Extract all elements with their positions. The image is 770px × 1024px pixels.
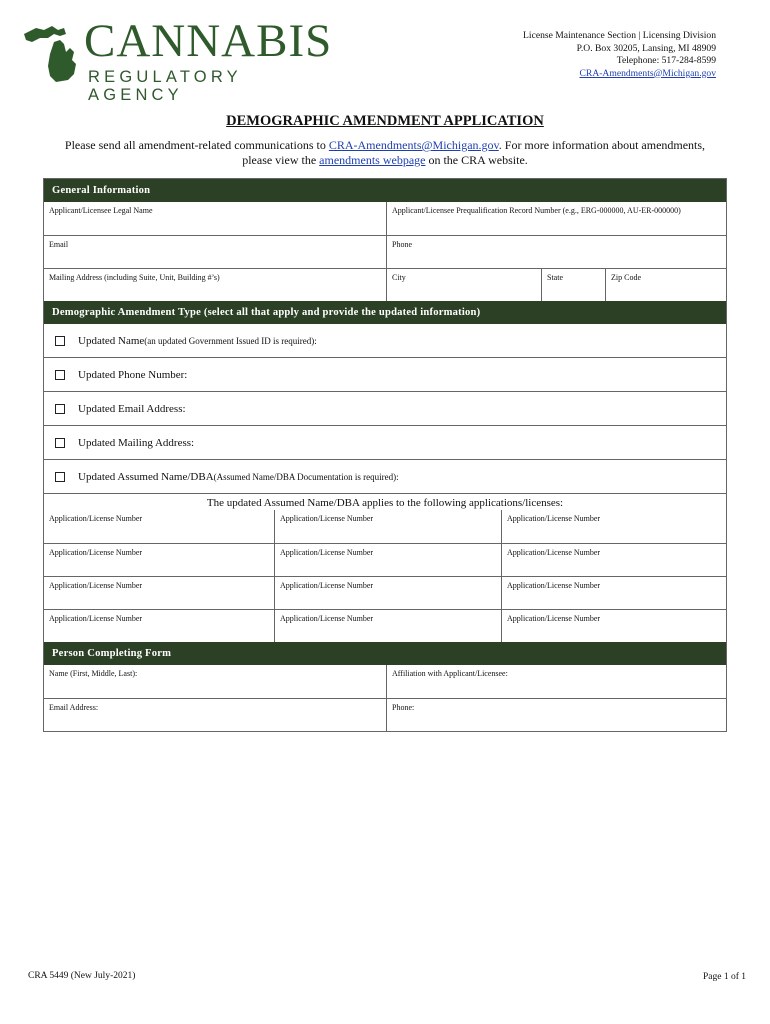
app-license-number-field[interactable]: Application/License Number [274, 544, 501, 576]
legal-name-field[interactable]: Applicant/Licensee Legal Name [49, 206, 153, 215]
amendment-type-heading: Demographic Amendment Type (select all that apply and provide the updated information) [44, 301, 726, 324]
app-license-number-field[interactable]: Application/License Number [49, 614, 143, 623]
intro-part3: on the CRA website. [425, 153, 528, 167]
amendment-form [43, 178, 727, 732]
phone-field[interactable]: Phone [386, 236, 726, 268]
person-name-field[interactable]: Name (First, Middle, Last): [49, 669, 138, 678]
app-license-row-3 [44, 576, 726, 609]
email-field[interactable]: Email [49, 240, 69, 249]
intro-part1: Please send all amendment-related communications to [64, 138, 329, 152]
app-license-number-field[interactable]: Application/License Number [274, 610, 501, 642]
intro-part2: . For more information about amendments, please view the [242, 138, 706, 167]
amendments-webpage-link[interactable]: amendments webpage [319, 153, 426, 167]
state-field[interactable]: State [541, 269, 605, 301]
updated-mailing-address-checkbox[interactable] [55, 438, 65, 448]
dba-applies-text: The updated Assumed Name/DBA applies to the following applications/licenses: [44, 493, 726, 510]
updated-name-label: Updated Name [78, 334, 145, 347]
updated-email-label: Updated Email Address: [78, 402, 186, 415]
page-number: Page 1 of 1 [702, 972, 746, 982]
general-row-2 [44, 235, 726, 268]
updated-mailing-address-option[interactable] [44, 425, 726, 459]
contact-address: P.O. Box 30205, Lansing, MI 48909 [576, 42, 716, 54]
updated-name-note: (an updated Government Issued ID is required): [144, 335, 317, 346]
record-number-field[interactable]: Applicant/Licensee Prequalification Record Number (e.g., ERG-000000, AU-ER-000000) [386, 202, 726, 235]
person-row-2 [44, 698, 726, 731]
zip-code-field[interactable]: Zip Code [605, 269, 726, 301]
logo-title: CANNABIS [84, 15, 333, 67]
updated-dba-note: (Assumed Name/DBA Documentation is required): [213, 471, 399, 482]
updated-dba-option[interactable] [44, 459, 726, 493]
updated-phone-checkbox[interactable] [55, 370, 65, 380]
person-phone-field[interactable]: Phone: [386, 699, 726, 731]
updated-dba-label: Updated Assumed Name/DBA [78, 470, 214, 483]
general-row-1 [44, 202, 726, 235]
general-information-heading: General Information [44, 179, 726, 202]
app-license-number-field[interactable]: Application/License Number [49, 581, 143, 590]
logo-subtitle: REGULATORY AGENCY [88, 68, 242, 104]
app-license-number-field[interactable]: Application/License Number [49, 514, 143, 523]
form-id: CRA 5449 (New July-2021) [28, 971, 136, 981]
updated-name-option[interactable] [44, 324, 726, 357]
updated-phone-label: Updated Phone Number: [78, 368, 188, 381]
app-license-row-2 [44, 543, 726, 576]
app-license-number-field[interactable]: Application/License Number [49, 548, 143, 557]
app-license-number-field[interactable]: Application/License Number [501, 577, 726, 609]
person-row-1 [44, 665, 726, 698]
updated-phone-option[interactable] [44, 357, 726, 391]
app-license-row-4 [44, 609, 726, 642]
contact-email-link[interactable]: CRA-Amendments@Michigan.gov [579, 67, 716, 79]
updated-mailing-address-label: Updated Mailing Address: [78, 436, 195, 449]
updated-name-checkbox[interactable] [55, 336, 65, 346]
updated-dba-checkbox[interactable] [55, 472, 65, 482]
agency-logo [22, 15, 342, 104]
intro-email-link[interactable]: CRA-Amendments@Michigan.gov [328, 138, 499, 152]
updated-email-option[interactable] [44, 391, 726, 425]
mailing-address-field[interactable]: Mailing Address (including Suite, Unit, Building #’s) [49, 273, 220, 282]
contact-section: License Maintenance Section | Licensing Division [523, 30, 716, 41]
app-license-row-1 [44, 510, 726, 543]
app-license-number-field[interactable]: Application/License Number [501, 510, 726, 543]
affiliation-field[interactable]: Affiliation with Applicant/Licensee: [386, 665, 726, 698]
form-title: DEMOGRAPHIC AMENDMENT APPLICATION [226, 113, 544, 129]
app-license-number-field[interactable]: Application/License Number [274, 510, 501, 543]
contact-block [523, 30, 716, 80]
michigan-map-icon [22, 24, 84, 84]
person-completing-heading: Person Completing Form [44, 642, 726, 665]
updated-email-checkbox[interactable] [55, 404, 65, 414]
city-field[interactable]: City [386, 269, 541, 301]
app-license-number-field[interactable]: Application/License Number [501, 544, 726, 576]
app-license-number-field[interactable]: Application/License Number [274, 577, 501, 609]
general-row-3 [44, 268, 726, 301]
intro-text [50, 138, 720, 168]
app-license-number-field[interactable]: Application/License Number [501, 610, 726, 642]
person-email-field[interactable]: Email Address: [49, 703, 99, 712]
contact-phone: Telephone: 517-284-8599 [616, 55, 716, 67]
